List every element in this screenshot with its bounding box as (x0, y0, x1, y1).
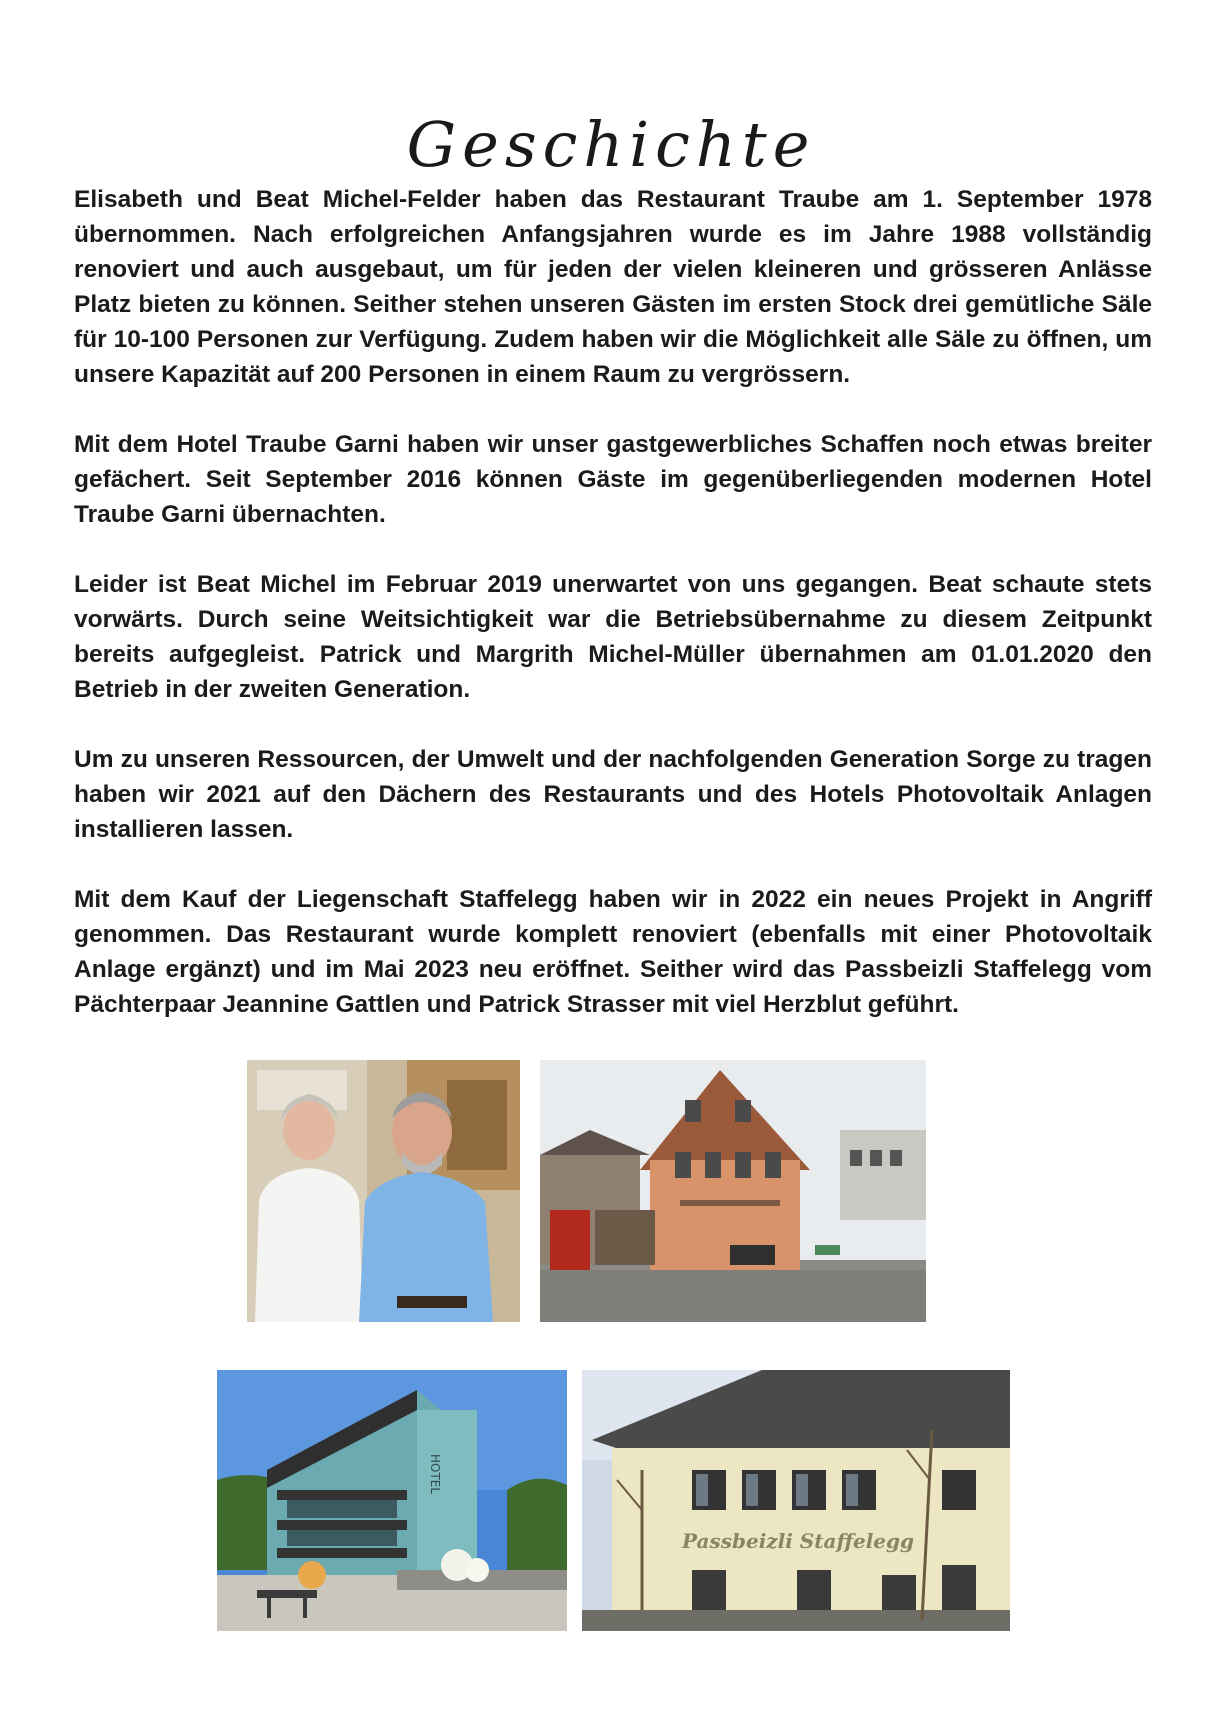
paragraph-hotel: Mit dem Hotel Traube Garni haben wir unser gastgewerbliches Schaffen noch etwas breiter gefächert. Seit September 2016 können Gäste im gegenüberliegenden modernen Hotel Traube Garni übernachten. (74, 431, 1152, 528)
photo-hotel-traube-garni (217, 1370, 567, 1631)
staffelegg-sign: Passbeizli Staffelegg (682, 1529, 915, 1553)
history-text (74, 182, 1152, 1057)
photo-old-building (540, 1060, 926, 1322)
hotel-sign: HOTEL (428, 1454, 442, 1495)
paragraph-generation: Leider ist Beat Michel im Februar 2019 unerwartet von uns gegangen. Beat schaute stets vorwärts. Durch seine Weitsichtigkeit war die Betriebsübernahme zu diesem Zeitpunkt bereits aufgegleist. Patrick und Margrith Michel-Müller übernahmen am 01.01.2020 den Betrieb in der zweiten Generation. (74, 571, 1152, 703)
photo-couple-portrait (247, 1060, 520, 1322)
paragraph-photovoltaik: Um zu unseren Ressourcen, der Umwelt und der nachfolgenden Generation Sorge zu tragen haben wir 2021 auf den Dächern des Restaurants und des Hotels Photovoltaik Anlagen installieren lassen. (74, 746, 1152, 843)
paragraph-takeover: Elisabeth und Beat Michel-Felder haben das Restaurant Traube am 1. September 1978 übernommen. Nach erfolgreichen Anfangsjahren wurde es im Jahre 1988 vollständig renoviert und auch ausgebaut, um für jeden der vielen kleineren und grösseren Anlässe Platz bieten zu können. Seither stehen unseren Gästen im ersten Stock drei gemütliche Säle für 10-100 Personen zur Verfügung. Zudem haben wir die Möglichkeit alle Säle zu öffnen, um unsere Kapazität auf 200 Personen in einem Raum zu vergrössern. (74, 186, 1152, 388)
paragraph-staffelegg: Mit dem Kauf der Liegenschaft Staffelegg haben wir in 2022 ein neues Projekt in Angriff genommen. Das Restaurant wurde komplett renoviert (ebenfalls mit einer Photovoltaik Anlage ergänzt) und im Mai 2023 neu eröffnet. Seither wird das Passbeizli Staffelegg vom Pächterpaar Jeannine Gattlen und Patrick Strasser mit viel Herzblut geführt. (74, 886, 1152, 1018)
photo-passbeizli-staffelegg (582, 1370, 1010, 1631)
page-title: Geschichte (406, 107, 816, 181)
